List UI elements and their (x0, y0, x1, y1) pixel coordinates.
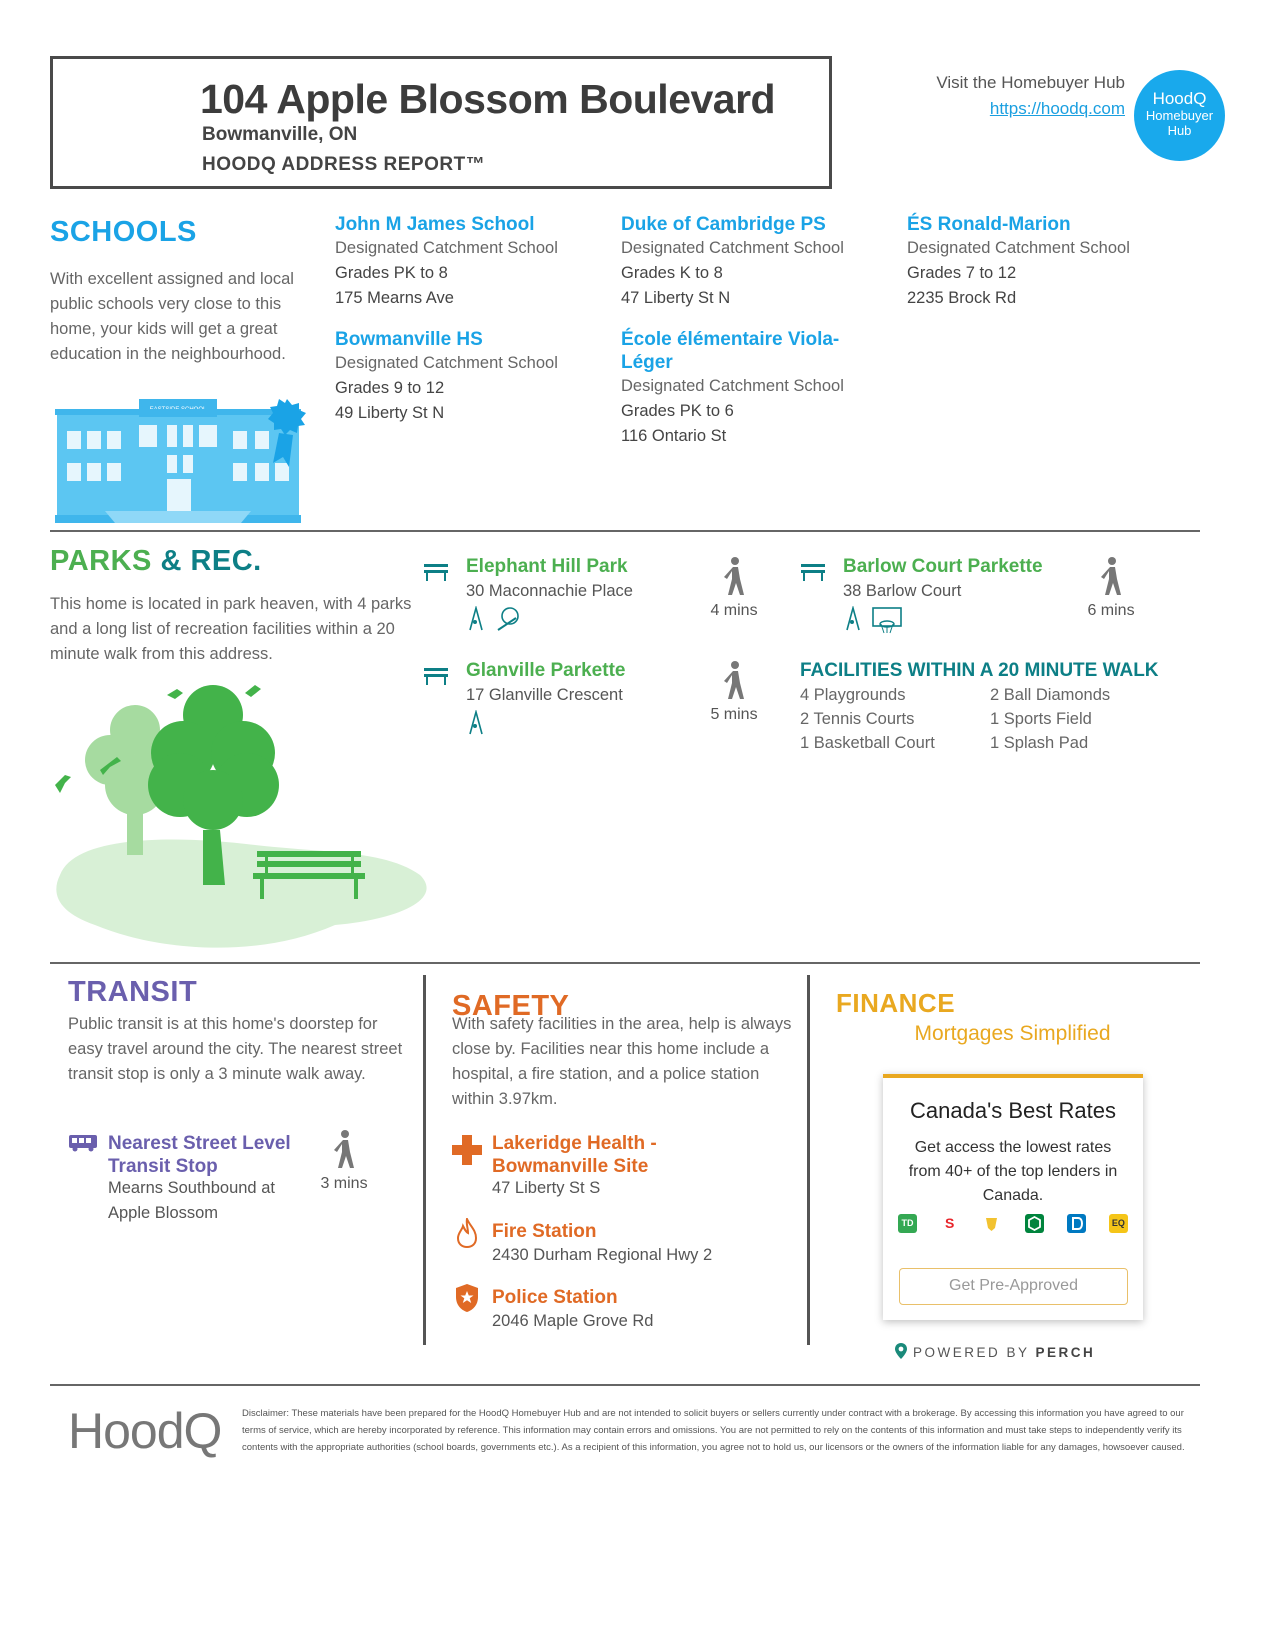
bench-icon (423, 562, 449, 582)
hoodq-logo: HoodQ (68, 1403, 222, 1459)
hospital-name-line2: Bowmanville Site (492, 1156, 649, 1177)
safety-title: SAFETY (452, 990, 570, 1022)
school-name[interactable]: Duke of Cambridge PS (621, 214, 826, 235)
hub-badge[interactable] (1134, 70, 1225, 161)
school-type: Designated Catchment School (335, 239, 558, 257)
column-divider (807, 975, 810, 1345)
park-address: 38 Barlow Court (843, 582, 962, 600)
school-building-icon (55, 395, 330, 530)
transit-description: Public transit is at this home's doorstep for easy travel around the city. The nearest street transit stop is only a 3 minute walk away. (68, 1015, 403, 1083)
fire-station-name[interactable]: Fire Station (492, 1221, 597, 1242)
school-name[interactable]: ÉS Ronald-Marion (907, 214, 1071, 235)
school-address: 116 Ontario St (621, 427, 727, 445)
finance-title: FINANCE (836, 988, 956, 1018)
hospital-address: 47 Liberty St S (492, 1179, 601, 1197)
park-address: 30 Maconnachie Place (466, 582, 633, 600)
school-type: Designated Catchment School (335, 354, 558, 372)
location-pin-icon (894, 1342, 908, 1360)
school-address: 2235 Brock Rd (907, 289, 1017, 307)
lender-logo-bmo-icon (1025, 1214, 1044, 1233)
divider (50, 1384, 1200, 1386)
walk-time: 4 mins (710, 602, 758, 619)
transit-stop-name-line1: Mearns Southbound at (108, 1179, 275, 1197)
facilities-title: FACILITIES WITHIN A 20 MINUTE WALK (800, 660, 1159, 681)
walk-time: 3 mins (320, 1175, 368, 1192)
police-station-address: 2046 Maple Grove Rd (492, 1312, 654, 1330)
hospital-name[interactable] (492, 1132, 657, 1178)
school-address: 175 Mearns Ave (335, 289, 454, 307)
badge-line-2: Homebuyer (1145, 108, 1214, 123)
rates-card (883, 1074, 1143, 1320)
hospital-name-line1: Lakeridge Health - (492, 1133, 657, 1154)
walk-time: 5 mins (710, 706, 758, 723)
park-name[interactable]: Glanville Parkette (466, 660, 626, 681)
safety-description: With safety facilities in the area, help is always close by. Facilities near this home include a hospital, a fire station, and a police station within 3.97km. (452, 1015, 792, 1108)
schools-description: With excellent assigned and local public schools very close to this home, your kids will get a great education in the neighbourhood. (50, 270, 294, 363)
lender-logos (898, 1214, 1128, 1233)
divider (50, 530, 1200, 532)
facility-item: 2 Ball Diamonds (990, 686, 1111, 704)
facility-item: 4 Playgrounds (800, 686, 906, 704)
facility-item: 1 Basketball Court (800, 734, 935, 752)
parks-title-b: & REC. (160, 545, 262, 577)
transit-stop-name-line2: Apple Blossom (108, 1204, 219, 1222)
disclaimer-text: Disclaimer: These materials have been prepared for the HoodQ Homebuyer Hub and are not intended to solicit buyers or sellers currently under contract with a brokerage. By accessing this information you have agreed to our terms of service, which are hereby incorporated by reference. This information may contain errors and omissions. You are not permitted to rely on the contents of this information and must take steps to independently verify its contents with the appropriate authorities (school boards, governments etc.). As a recipient of this information, you agree not to hold us, our licensors or the owners of the information liable for any damages, howsoever caused. (242, 1408, 1185, 1453)
school-card (907, 213, 1177, 311)
transit-title: TRANSIT (68, 976, 198, 1008)
school-card (335, 213, 605, 311)
lender-logo-scotia-icon: S (940, 1214, 959, 1233)
parks-title-a: PARKS (50, 545, 152, 577)
transit-stop-title (108, 1132, 291, 1178)
bench-icon (800, 562, 826, 582)
lender-logo-desjardins-icon (982, 1214, 1001, 1233)
hospital-cross-icon (452, 1135, 482, 1165)
school-card (335, 328, 605, 426)
school-grades: Grades PK to 6 (621, 402, 734, 420)
address-title: 104 Apple Blossom Boulevard (200, 76, 776, 122)
lender-logo-td-icon: TD (898, 1214, 917, 1233)
powered-by-label: POWERED BY (913, 1345, 1030, 1360)
walking-person-icon (331, 1130, 357, 1170)
hub-link[interactable]: https://hoodq.com (989, 99, 1125, 118)
park-name[interactable]: Elephant Hill Park (466, 556, 628, 577)
school-address: 47 Liberty St N (621, 289, 731, 307)
transit-stop-title-line1: Nearest Street Level (108, 1133, 291, 1154)
hub-visit-text: Visit the Homebuyer Hub (936, 73, 1125, 92)
parks-title (50, 545, 262, 578)
school-name[interactable]: Bowmanville HS (335, 329, 483, 350)
school-card (621, 213, 891, 311)
police-shield-icon (455, 1283, 479, 1313)
school-type: Designated Catchment School (621, 239, 844, 257)
police-station-name[interactable]: Police Station (492, 1287, 618, 1308)
divider (50, 962, 1200, 964)
address-city: Bowmanville, ON (202, 124, 358, 145)
school-name[interactable]: École élémentaire Viola-Léger (621, 329, 840, 373)
lender-logo-cibc-icon (1067, 1214, 1086, 1233)
badge-line-3: Hub (1167, 123, 1192, 138)
finance-subtitle: Mortgages Simplified (914, 1022, 1111, 1045)
school-grades: Grades PK to 8 (335, 264, 448, 282)
lender-logo-eq-icon: EQ (1109, 1214, 1128, 1233)
transit-stop-title-line2: Transit Stop (108, 1156, 218, 1177)
school-type: Designated Catchment School (907, 239, 1130, 257)
walking-person-icon (721, 661, 747, 701)
school-grades: Grades 7 to 12 (907, 264, 1017, 282)
school-name[interactable]: John M James School (335, 214, 535, 235)
bus-icon (68, 1134, 98, 1152)
school-grades: Grades K to 8 (621, 264, 723, 282)
powered-by-brand: PERCH (1035, 1345, 1096, 1360)
fire-icon (456, 1218, 478, 1248)
park-illustration-icon (55, 685, 435, 965)
basketball-icon (843, 606, 907, 634)
schools-title: SCHOOLS (50, 216, 197, 248)
playground-icon (466, 606, 530, 632)
badge-line-1: HoodQ (1152, 89, 1207, 108)
park-name[interactable]: Barlow Court Parkette (843, 556, 1043, 577)
walking-person-icon (721, 557, 747, 597)
facility-item: 2 Tennis Courts (800, 710, 915, 728)
card-title: Canada's Best Rates (910, 1098, 1116, 1123)
school-type: Designated Catchment School (621, 377, 844, 395)
parks-description: This home is located in park heaven, with 4 parks and a long list of recreation facilities within a 20 minute walk from this address. (50, 595, 412, 663)
school-card (621, 328, 851, 449)
playground-icon (466, 710, 490, 736)
card-description: Get access the lowest rates from 40+ of the top lenders in Canada. (908, 1139, 1118, 1204)
facility-item: 1 Splash Pad (990, 734, 1089, 752)
powered-by[interactable] (913, 1345, 1095, 1360)
school-address: 49 Liberty St N (335, 404, 445, 422)
walk-time: 6 mins (1087, 602, 1135, 619)
facility-item: 1 Sports Field (990, 710, 1092, 728)
school-grades: Grades 9 to 12 (335, 379, 445, 397)
get-pre-approved-button[interactable]: Get Pre-Approved (899, 1268, 1128, 1305)
report-label: HOODQ ADDRESS REPORT™ (202, 154, 486, 175)
column-divider (423, 975, 426, 1345)
bench-icon (423, 666, 449, 686)
walking-person-icon (1098, 557, 1124, 597)
park-address: 17 Glanville Crescent (466, 686, 623, 704)
transit-stop-name (108, 1176, 275, 1226)
fire-station-address: 2430 Durham Regional Hwy 2 (492, 1246, 713, 1264)
